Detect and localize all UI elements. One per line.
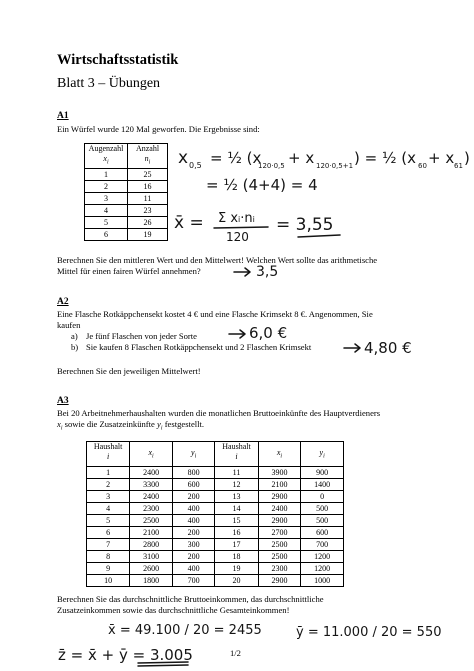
table-cell: 11 [128,192,168,204]
section-a1-question-line2: Mittel für einen fairen Würfel annehmen? [57,266,201,276]
table-cell: 26 [128,216,168,228]
arrow-icon [229,330,245,338]
table-cell: 9 [87,563,130,575]
table-cell: 6 [87,527,130,539]
table-cell: 400 [172,503,214,515]
hand-median-eq1: = ½ (x [210,149,262,167]
hand-plus: + x [288,149,315,167]
table-cell: 8 [87,551,130,563]
hand-xbar: x̄ = 49.100 / 20 = 2455 [108,623,262,638]
hand-zbar: z̄ = x̄ + ȳ = 3.005 [58,646,193,664]
section-a3-question-line1: Berechnen Sie das durchschnittliche Bruttoeinkommen, das durchschnittliche [57,594,324,604]
table-cell: 400 [172,563,214,575]
header-cell [87,442,130,467]
table-header-row [87,442,344,467]
table-cell: 20 [215,575,258,587]
table-cell: 700 [301,539,344,551]
header-i-2: i [235,452,238,461]
table-cell: 5 [85,216,128,228]
table-cell: 4 [87,503,130,515]
table-row [87,527,344,539]
intro-text: sowie die Zusatzeinkünfte [64,419,155,429]
table-cell: 600 [172,479,214,491]
a2-item-a-text: Je fünf Flaschen von jeder Sorte [86,331,197,341]
hand-median-eq2: = ½ (4+4) = 4 [206,176,318,194]
table-row [85,180,168,192]
table-cell: 2700 [258,527,301,539]
table-cell: 1 [85,168,128,180]
table-cell: 2300 [130,503,173,515]
table-cell: 12 [215,479,258,491]
households-income-table [86,441,344,587]
header-anzahl: Anzahl [135,144,160,153]
header-yi-2: $y_i$ [301,442,344,467]
table-row [87,467,344,479]
table-cell: 19 [128,228,168,240]
table-cell: 1200 [301,563,344,575]
table-row [87,491,344,503]
table-cell: 3 [85,192,128,204]
a1-handwritten-answer [230,258,300,282]
table-cell: 200 [172,527,214,539]
table-cell: 1200 [301,551,344,563]
table-cell: 2900 [258,515,301,527]
table-cell: 300 [172,539,214,551]
table-cell: 13 [215,491,258,503]
a3-handwritten-calculation [56,618,472,670]
table-row [87,539,344,551]
hand-fraction-bar [214,227,268,228]
table-cell: 7 [87,539,130,551]
table-cell: 1800 [130,575,173,587]
table-cell: 10 [87,575,130,587]
arrow-icon [344,344,360,352]
table-cell: 14 [215,503,258,515]
a2-item-b-text: Sie kaufen 8 Flaschen Rotkäppchensekt und 2 Flaschen Krimsekt [86,342,312,352]
table-cell: 5 [87,515,130,527]
households-table-body [87,467,344,587]
intro-text-end: festgestellt. [164,419,205,429]
header-ni: $n_i$ [144,154,151,166]
header-i: i [107,452,110,461]
table-cell: 15 [215,515,258,527]
table-cell: 6 [85,228,128,240]
table-cell: 2300 [258,563,301,575]
table-cell: 400 [172,515,214,527]
table-cell: 3300 [130,479,173,491]
table-cell: 200 [172,551,214,563]
symbol-xi: $x_i$ [57,419,63,432]
hand-mean: x̄ = [174,213,204,233]
table-cell: 1000 [301,575,344,587]
table-row [87,479,344,491]
a2-item-b-label: b) [71,342,79,352]
section-a3-heading: A3 [57,396,69,406]
section-a2-question: Berechnen Sie den jeweiligen Mittelwert! [57,366,201,376]
symbol-yi: $y_i$ [157,419,163,432]
table-cell: 18 [215,551,258,563]
header-cell [215,442,258,467]
section-a3-intro-line2 [57,419,204,434]
section-a2-intro-line2: kaufen [57,320,81,330]
table-cell: 4 [85,204,128,216]
document-title: Wirtschaftsstatistik [57,52,179,68]
table-cell: 2100 [258,479,301,491]
section-a3-question-line2: Zusatzeinkommen sowie das durchschnittliche Gesamteinkommen! [57,605,290,615]
table-cell: 2400 [130,491,173,503]
table-cell: 2100 [130,527,173,539]
hand-answer-a: 6,0 € [249,324,288,342]
table-cell: 2500 [130,515,173,527]
table-cell: 0 [301,491,344,503]
table-row [85,228,168,240]
table-cell: 2500 [258,539,301,551]
table-cell: 500 [301,503,344,515]
header-augenzahl: Augenzahl [88,144,124,153]
a2-item-a-label: a) [71,331,78,341]
hand-underline [298,235,340,237]
table-cell: 3900 [258,467,301,479]
table-cell: 11 [215,467,258,479]
hand-double-underline [138,662,188,666]
table-cell: 2 [85,180,128,192]
table-row [87,515,344,527]
arrow-icon [234,268,250,276]
table-cell: 23 [128,204,168,216]
hand-median-sub: 0,5 [189,161,202,170]
table-cell: 2 [87,479,130,491]
hand-sub-1: 120·0,5 [258,162,285,170]
hand-eq2: ) = ½ (x [354,149,416,167]
table-cell: 25 [128,168,168,180]
hand-mean-result: = 3,55 [276,215,334,235]
table-cell: 2400 [258,503,301,515]
section-a1-heading: A1 [57,111,69,121]
table-cell: 900 [301,467,344,479]
a2-handwritten-answer-a [225,320,305,344]
table-cell: 2900 [258,575,301,587]
hand-sub-3: 60 [418,162,427,170]
table-cell: 200 [172,491,214,503]
table-row [85,192,168,204]
section-a1-intro: Ein Würfel wurde 120 Mal geworfen. Die Ergebnisse sind: [57,124,260,134]
table-cell: 16 [215,527,258,539]
hand-plus2: + x [428,149,455,167]
section-a3-intro-line1: Bei 20 Arbeitnehmerhaushalten wurden die monatlichen Bruttoeinkünfte des Hauptverdieners [57,408,381,418]
header-haushalt: Haushalt [93,442,123,451]
hand-ybar: ȳ = 11.000 / 20 = 550 [296,625,442,640]
dice-results-table [84,143,168,241]
table-cell: 1 [87,467,130,479]
table-row [87,575,344,587]
table-cell: 1400 [301,479,344,491]
hand-close: ) [464,149,470,167]
hand-sub-2: 120·0,5+1 [316,162,354,170]
hand-median-lhs: x [178,148,189,168]
header-xi: $x_i$ [130,442,173,467]
table-row [85,216,168,228]
table-row [85,204,168,216]
a1-handwritten-calculation [170,138,470,250]
table-row [87,551,344,563]
header-cell [85,144,128,169]
table-cell: 500 [301,515,344,527]
table-cell: 16 [128,180,168,192]
section-a2-intro-line1: Eine Flasche Rotkäppchensekt kostet 4 € und eine Flasche Krimsekt 8 €. Angenommen, Sie [57,309,373,319]
hand-mean-num: Σ xi·ni [218,211,255,226]
table-header-row [85,144,168,169]
table-cell: 2900 [258,491,301,503]
table-cell: 17 [215,539,258,551]
table-cell: 3100 [130,551,173,563]
hand-sub-4: 61 [454,162,463,170]
table-cell: 2800 [130,539,173,551]
table-row [87,563,344,575]
header-cell [128,144,168,169]
table-cell: 800 [172,467,214,479]
table-cell: 2500 [258,551,301,563]
section-a1-question-line1: Berechnen Sie den mittleren Wert und den Mittelwert! Welchen Wert sollte das arithmetische [57,255,378,265]
table-cell: 19 [215,563,258,575]
hand-answer: 3,5 [256,264,279,280]
hand-mean-den: 120 [226,230,249,244]
header-xi-2: $x_i$ [258,442,301,467]
hand-answer-b: 4,80 € [364,339,412,357]
table-cell: 2400 [130,467,173,479]
table-cell: 700 [172,575,214,587]
header-haushalt-2: Haushalt [222,442,251,451]
table-cell: 2600 [130,563,173,575]
page-number: 1/2 [230,648,241,658]
a2-handwritten-answer-b [340,336,420,360]
table-row [87,503,344,515]
table-cell: 600 [301,527,344,539]
header-xi: $x_i$ [103,154,109,166]
table-cell: 3 [87,491,130,503]
table-row [85,168,168,180]
document-subtitle: Blatt 3 – Übungen [57,76,161,91]
header-yi: $y_i$ [172,442,214,467]
section-a2-heading: A2 [57,297,69,307]
